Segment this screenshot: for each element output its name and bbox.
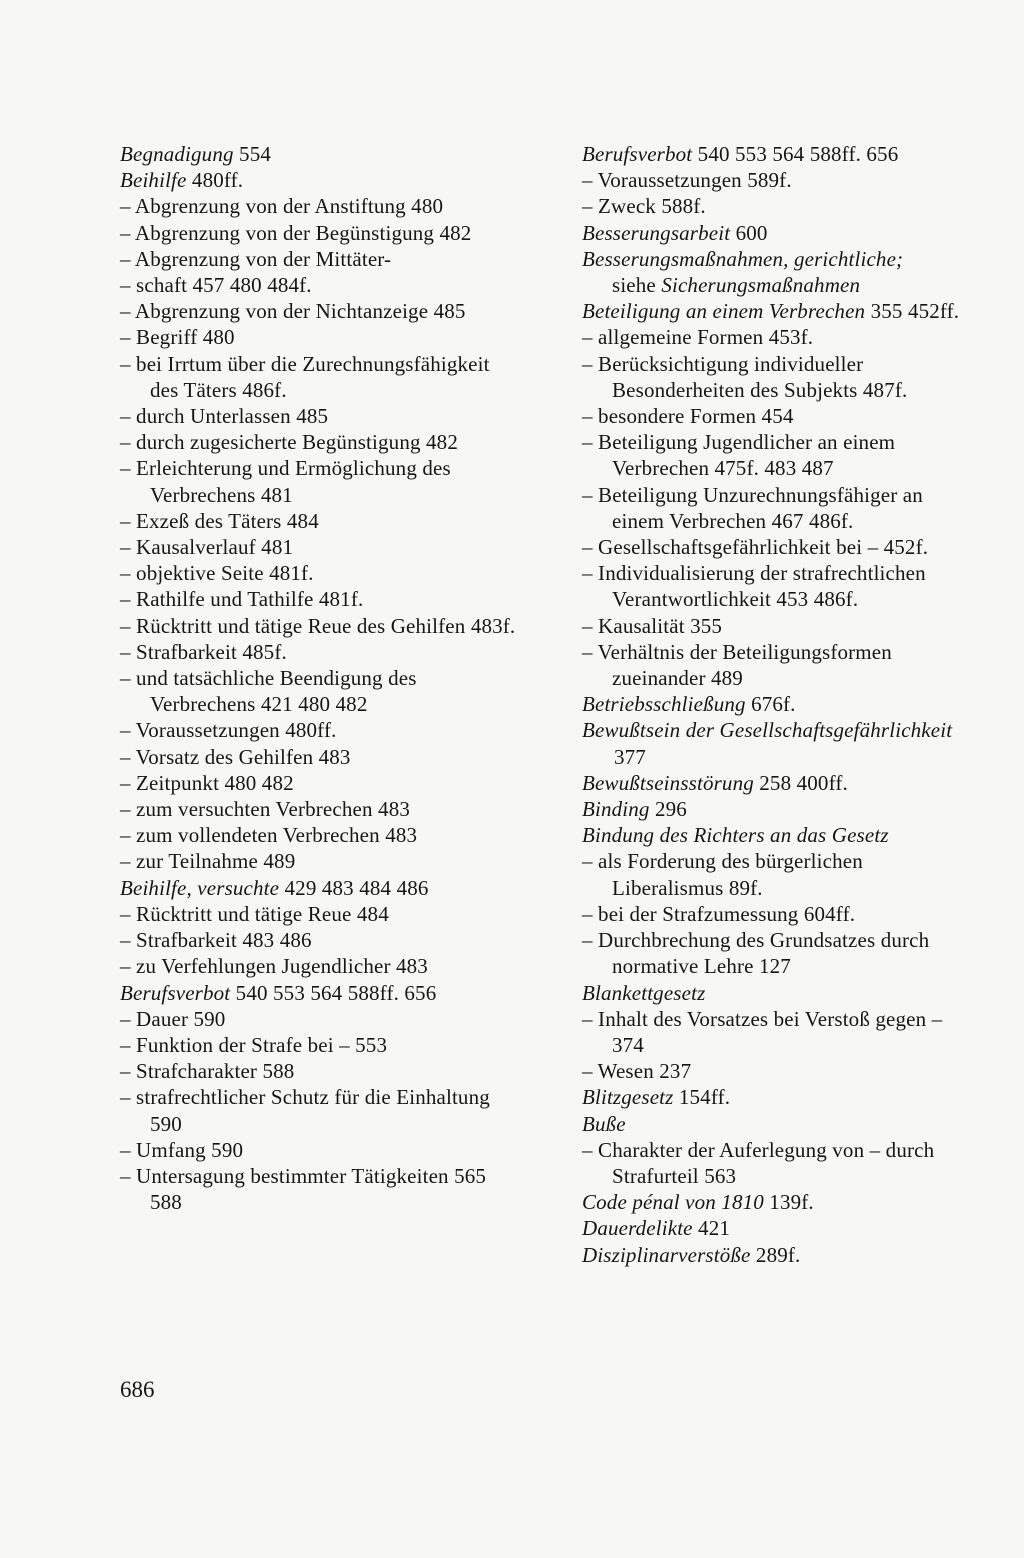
index-term: Disziplinarverstöße [582,1242,751,1267]
index-term: Binding [582,797,650,822]
index-subentry: – Beteiligung Jugendlicher an einem Verbrechen 475f. 483 487 [582,430,896,481]
index-subentry: – Strafbarkeit 485f. [120,639,287,664]
index-entry [582,1242,974,1268]
index-subentry: – durch Unterlassen 485 [120,404,329,429]
index-subentry: – Vorsatz des Gehilfen 483 [120,744,351,769]
index-subentry: – Strafbarkeit 483 486 [120,928,312,953]
index-subentry: – Wesen 237 [582,1059,692,1084]
index-entry [582,1189,974,1215]
index-term: Blankettgesetz [582,980,706,1005]
index-entry [582,298,974,324]
index-subentry: – strafrechtlicher Schutz für die Einhaltung 590 [120,1085,490,1136]
index-term: Bindung des Richters an das Gesetz [582,823,889,848]
index-subentry: – zum versuchten Verbrechen 483 [120,797,410,822]
index-subentry: – Beteiligung Unzurechnungsfähiger an einem Verbrechen 467 486f. [582,482,923,533]
index-subentry: – Funktion der Strafe bei – 553 [120,1032,388,1057]
index-entry [582,1084,974,1110]
index-cross-reference [582,272,974,298]
index-entry [582,1111,974,1137]
index-entry [582,246,974,272]
index-column-right [582,141,974,1268]
page-references: 676f. [745,692,796,717]
index-term: Besserungsmaßnahmen, gerichtliche; [582,246,904,271]
index-subentry: – Untersagung bestimmter Tätigkeiten 565 588 [120,1163,487,1215]
index-entry [582,141,974,167]
index-term: Buße [582,1111,626,1136]
index-subentry: – Begriff 480 [120,325,235,350]
index-subentry: – bei der Strafzumessung 604ff. [582,901,856,926]
index-term: Beihilfe [120,168,187,193]
index-term: Berufsverbot [582,142,693,166]
index-entry [120,980,520,1006]
index-entry [120,141,520,167]
index-subentry: – besondere Formen 454 [582,404,794,429]
index-subentry: – Kausalität 355 [582,613,723,638]
index-entry [582,717,974,769]
index-term: Dauerdelikte [582,1216,693,1241]
page-references: 540 553 564 588ff. 656 [230,980,437,1005]
index-subentry: – Zweck 588f. [582,194,706,219]
index-subentry: – Verhältnis der Beteiligungsformen zueinander 489 [582,639,892,691]
see-label: siehe [612,273,662,298]
page-references: 258 400ff. [753,770,848,795]
index-subentry: – zu Verfehlungen Jugendlicher 483 [120,954,428,979]
index-subentry: – Abgrenzung von der Begünstigung 482 [120,220,472,245]
index-entry [120,875,520,901]
index-subentry: – Charakter der Auferlegung von – durch Strafurteil 563 [582,1137,935,1188]
page-number: 686 [120,1377,155,1402]
index-entry [582,1215,974,1241]
index-entry [582,980,974,1006]
index-term: Beihilfe, versuchte [120,875,280,900]
index-subentry: – Zeitpunkt 480 482 [120,770,294,795]
index-subentry: – Abgrenzung von der Nichtanzeige 485 [120,299,466,324]
index-term: Sicherungsmaßnahmen [661,273,861,298]
index-subentry: – Inhalt des Vorsatzes bei Verstoß gegen – 374 [582,1006,943,1057]
index-column-left [120,141,520,1215]
page-references: 429 483 484 486 [279,875,429,900]
page-references: 480ff. [186,168,244,193]
page-references: 154ff. [673,1085,731,1110]
index-subentry: – Berücksichtigung individueller Besonderheiten des Subjekts 487f. [582,351,908,402]
index-subentry: – Kausalverlauf 481 [120,535,294,560]
index-term: Code pénal von 1810 [582,1190,764,1215]
index-term: Beteiligung an einem Verbrechen [582,299,866,324]
index-subentry: – Voraussetzungen 589f. [582,168,792,193]
index-subentry: – durch zugesicherte Begünstigung 482 [120,430,458,455]
index-subentry: – bei Irrtum über die Zurechnungsfähigkeit des Täters 486f. [120,351,490,402]
index-subentry: – Exzeß des Täters 484 [120,508,319,533]
index-term: Begnadigung [120,142,234,166]
index-subentry: – Gesellschaftsgefährlichkeit bei – 452f. [582,535,929,560]
index-subentry: – Rathilfe und Tathilfe 481f. [120,587,364,612]
index-subentry: – allgemeine Formen 453f. [582,325,814,350]
index-subentry: – Erleichterung und Ermöglichung des Verbrechens 481 [120,456,451,507]
page-references: 600 [730,220,768,245]
index-term: Bewußtseinsstörung [582,770,754,795]
index-subentry: – Rücktritt und tätige Reue des Gehilfen 483f. [120,613,516,638]
index-entry [582,770,974,796]
page-references: 139f. [763,1190,814,1215]
page-references: 355 452ff. [865,299,960,324]
index-term: Blitzgesetz [582,1085,674,1110]
index-subentry: – schaft 457 480 484f. [120,273,312,298]
index-term: Besserungsarbeit [582,220,731,245]
index-subentry: – Rücktritt und tätige Reue 484 [120,901,389,926]
page-references: 296 [649,797,687,822]
page-references: 540 553 564 588ff. 656 [692,142,899,166]
index-term: Betriebsschließung [582,692,746,717]
index-subentry: – Dauer 590 [120,1006,226,1031]
index-entry [120,167,520,193]
index-subentry: – Abgrenzung von der Anstiftung 480 [120,194,444,219]
page-references: 421 [692,1216,731,1241]
index-entry [582,220,974,246]
index-subentry: – und tatsächliche Beendigung des Verbrechens 421 480 482 [120,666,417,717]
index-subentry: – zum vollendeten Verbrechen 483 [120,823,418,848]
index-subentry: – Voraussetzungen 480ff. [120,718,337,743]
index-subentry: – Umfang 590 [120,1137,244,1162]
index-subentry: – Strafcharakter 588 [120,1059,295,1084]
index-subentry: – zur Teilnahme 489 [120,849,296,874]
index-term: Bewußtsein der Gesellschaftsgefährlichkeit [582,718,953,743]
index-entry [582,691,974,717]
index-term: Berufsverbot [120,980,231,1005]
page-references: 554 [233,142,271,166]
index-subentry: – als Forderung des bürgerlichen Liberalismus 89f. [582,849,863,900]
page-references: 289f. [750,1242,801,1267]
index-subentry: – Abgrenzung von der Mittäter- [120,246,392,271]
index-entry [582,796,974,822]
index-subentry: – objektive Seite 481f. [120,561,314,586]
index-subentry: – Durchbrechung des Grundsatzes durch normative Lehre 127 [582,928,930,979]
index-subentry: – Individualisierung der strafrechtlichen Verantwortlichkeit 453 486f. [582,561,926,612]
index-entry [582,822,974,848]
page-references: 377 [614,744,646,769]
